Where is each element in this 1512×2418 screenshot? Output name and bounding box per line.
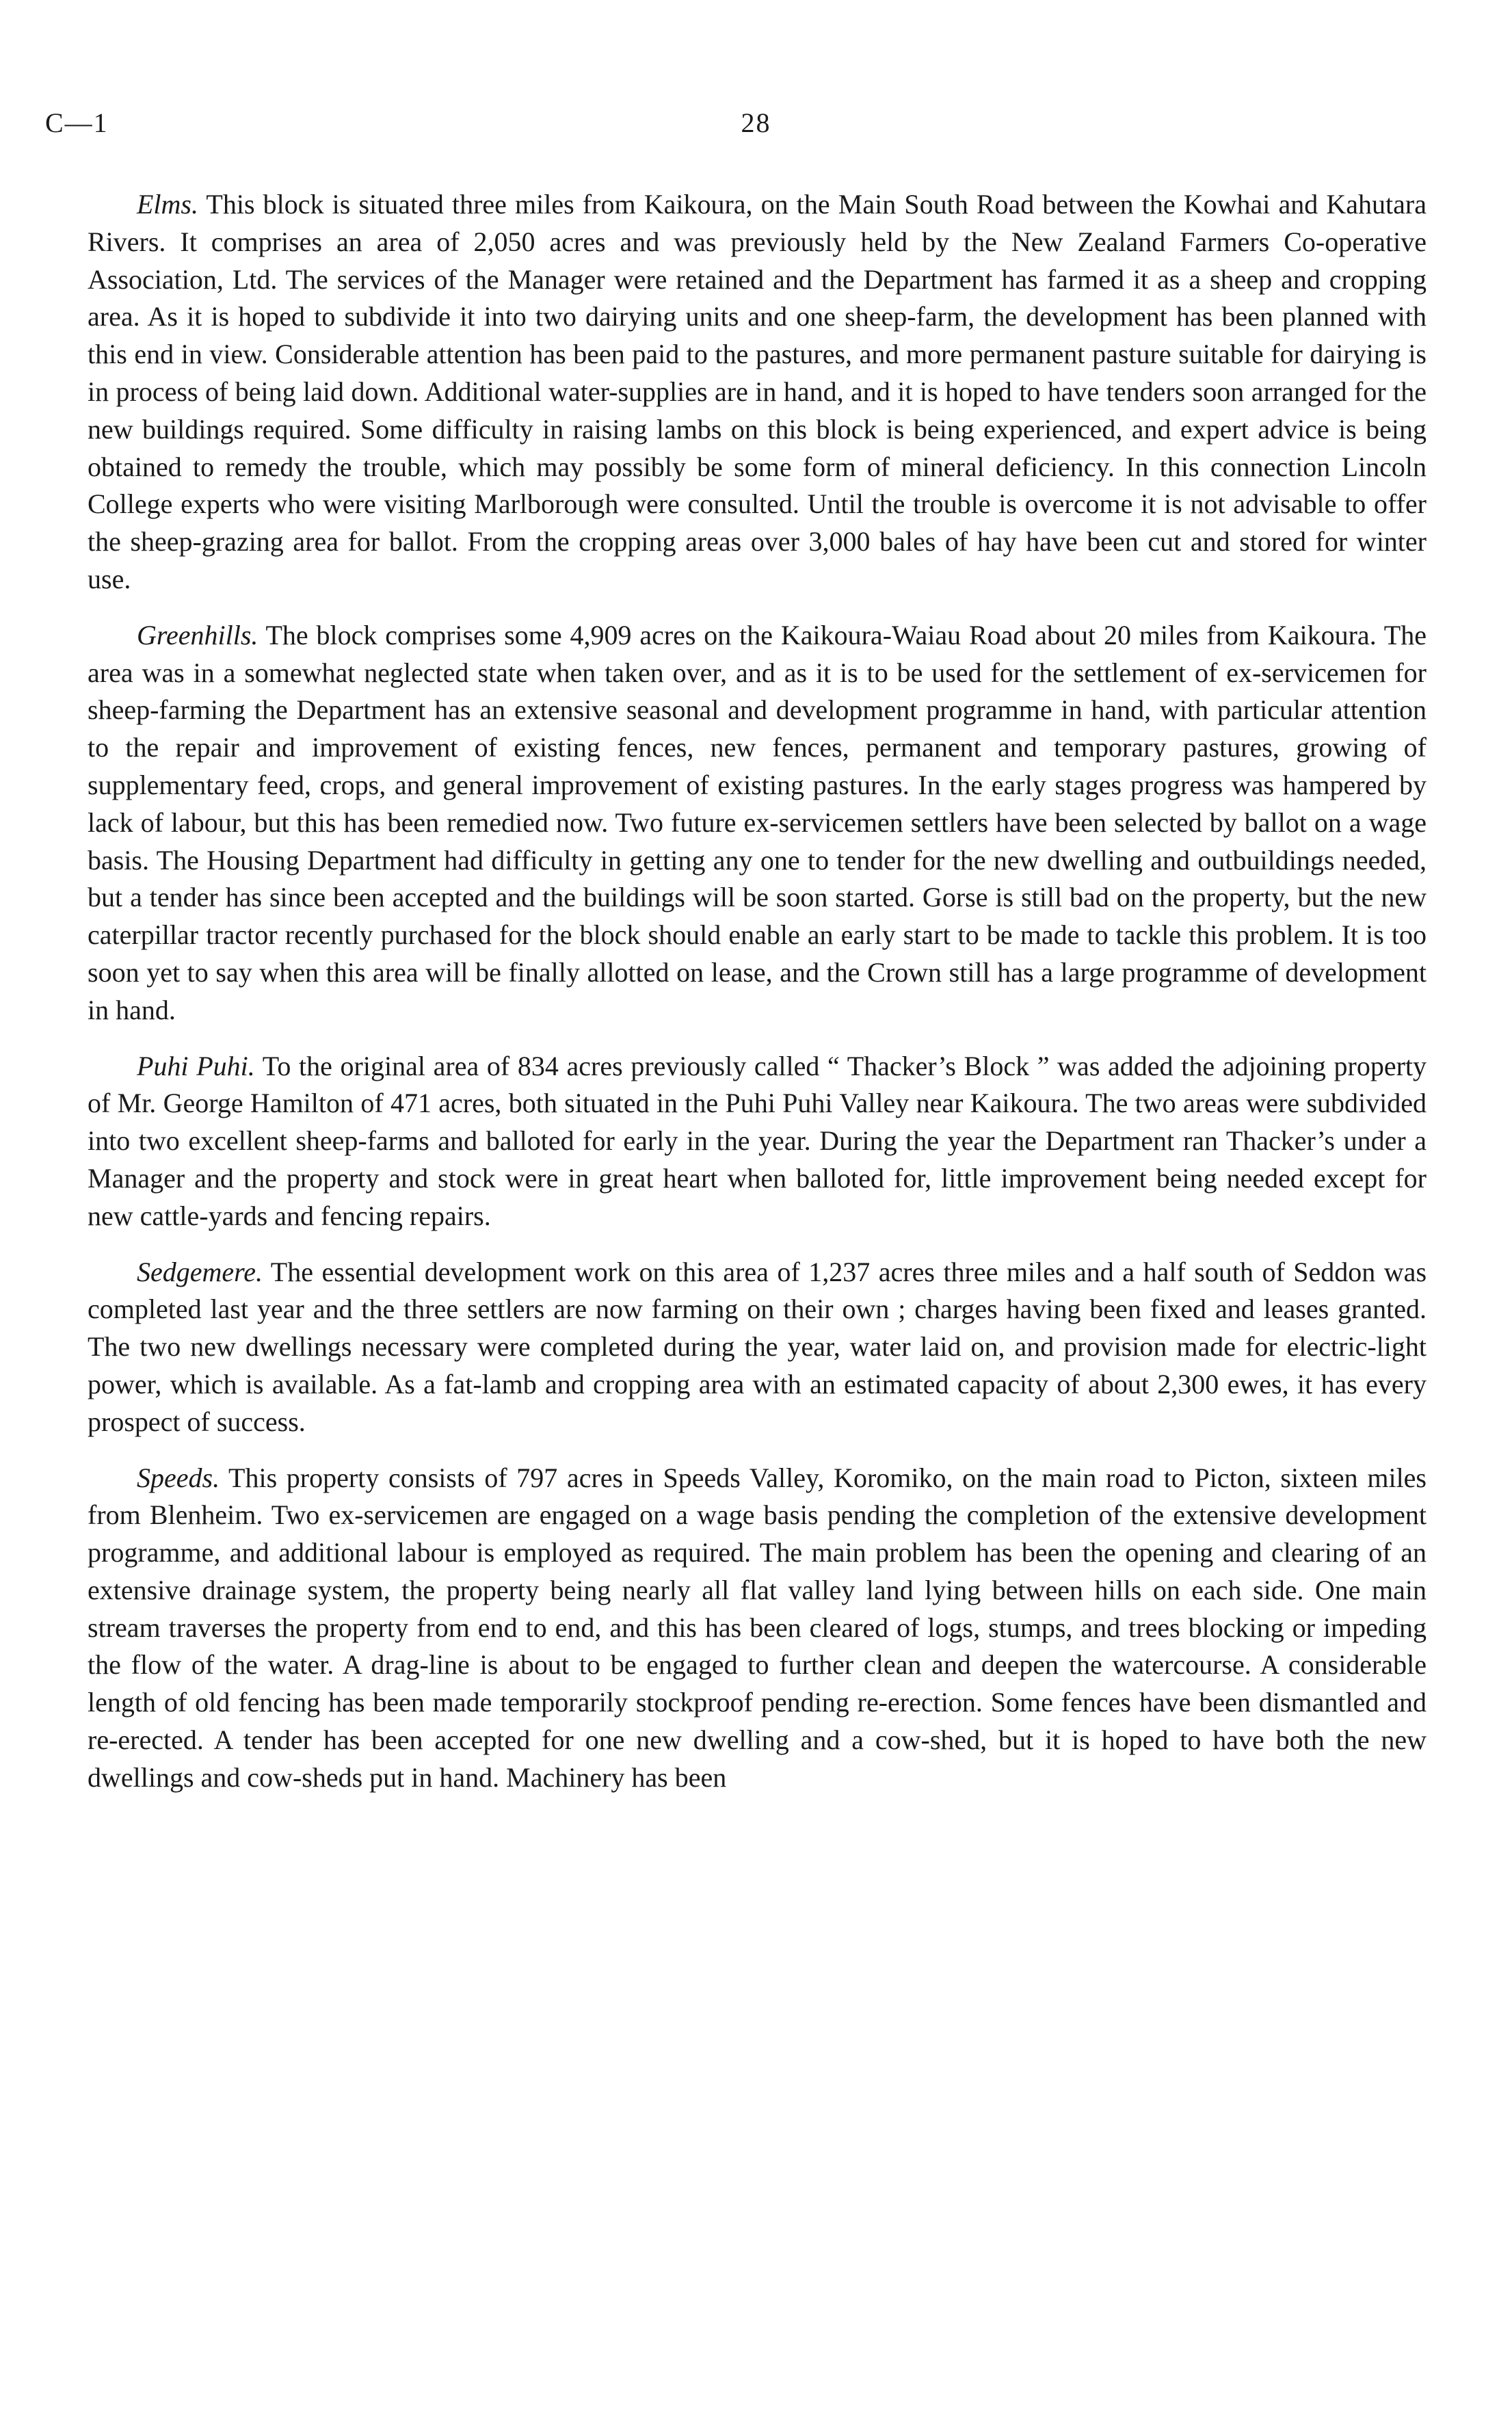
paragraph-text: The essential development work on this area of 1,237 acres three miles and a half south of Seddon was completed last year and the three settlers are now farming on their own ; charges having been fixed and leases granted. The two new dwellings necessary were completed during the year, water laid on, and provision made for electric-light power, which is available. As a fat-lamb and cropping area with an estimated capacity of about 2,300 ewes, it has every prospect of success. [88, 1256, 1427, 1437]
paragraph-heading: Greenhills. [137, 619, 258, 651]
paragraph-text: This block is situated three miles from Kaikoura, on the Main South Road between the Kowhai and Kahutara Rivers. It comprises an area of 2,050 acres and was previously held by the New Zealand Farmers Co-operative Association, Ltd. The services of the Manager were retained and the Department has farmed it as a sheep and cropping area. As it is hoped to subdivide it into two dairying units and one sheep-farm, the development has been planned with this end in view. Considerable attention has been paid to the pastures, and more permanent pasture suitable for dairying is in process of being laid down. Additional water-supplies are in hand, and it is hoped to have tenders soon arranged for the new buildings required. Some difficulty in raising lambs on this block is being experienced, and expert advice is being obtained to remedy the trouble, which may possibly be some form of mineral deficiency. In this connection Lincoln College experts who were visiting Marlborough were consulted. Until the trouble is overcome it is not advisable to offer the sheep-grazing area for ballot. From the cropping areas over 3,000 bales of hay have been cut and stored for winter use. [88, 189, 1427, 594]
paragraph-sedgemere [88, 1254, 1427, 1441]
paragraph-greenhills [88, 617, 1427, 1029]
paragraph-speeds [88, 1460, 1427, 1797]
paragraph-elms [88, 186, 1427, 599]
page-number: 28 [741, 107, 771, 138]
paragraph-heading: Sedgemere. [137, 1256, 263, 1287]
series-reference: C—1 [45, 107, 109, 138]
paragraph-heading: Elms. [137, 189, 198, 220]
page-header [0, 103, 1512, 144]
paragraph-heading: Puhi Puhi. [137, 1050, 255, 1081]
body-text [88, 186, 1427, 1815]
paragraph-text: This property consists of 797 acres in Speeds Valley, Koromiko, on the main road to Picton, sixteen miles from Blenheim. Two ex-servicemen are engaged on a wage basis pending the completion of the extensive development programme, and additional labour is employed as required. The main problem has been the opening and clearing of an extensive drainage system, the property being nearly all flat valley land lying between hills on each side. One main stream traverses the property from end to end, and this has been cleared of logs, stumps, and trees blocking or impeding the flow of the water. A drag-line is about to be engaged to further clean and deepen the watercourse. A considerable length of old fencing has been made temporarily stockproof pending re-erection. Some fences have been dismantled and re-erected. A tender has been accepted for one new dwelling and a cow-shed, but it is hoped to have both the new dwellings and cow-sheds put in hand. Machinery has been [88, 1462, 1427, 1793]
paragraph-heading: Speeds. [137, 1462, 220, 1493]
paragraph-text: To the original area of 834 acres previously called “ Thacker’s Block ” was added the adjoining property of Mr. George Hamilton of 471 acres, both situated in the Puhi Puhi Valley near Kaikoura. The two areas were subdivided into two excellent sheep-farms and balloted for early in the year. During the year the Department ran Thacker’s under a Manager and the property and stock were in great heart when balloted for, little improvement being needed except for new cattle-yards and fencing repairs. [88, 1050, 1427, 1231]
paragraph-text: The block comprises some 4,909 acres on the Kaikoura-Waiau Road about 20 miles from Kaikoura. The area was in a somewhat neglected state when taken over, and as it is to be used for the settlement of ex-servicemen for sheep-farming the Department has an extensive seasonal and development programme in hand, with particular attention to the repair and improvement of existing fences, new fences, permanent and temporary pastures, growing of supplementary feed, crops, and general improvement of existing pastures. In the early stages progress was hampered by lack of labour, but this has been remedied now. Two future ex-servicemen settlers have been selected by ballot on a wage basis. The Housing Department had difficulty in getting any one to tender for the new dwelling and outbuildings needed, but a tender has since been accepted and the buildings will be soon started. Gorse is still bad on the property, but the new caterpillar tractor recently purchased for the block should enable an early start to be made to tackle this problem. It is too soon yet to say when this area will be finally allotted on lease, and the Crown still has a large programme of development in hand. [88, 619, 1427, 1025]
paragraph-puhi-puhi [88, 1048, 1427, 1235]
